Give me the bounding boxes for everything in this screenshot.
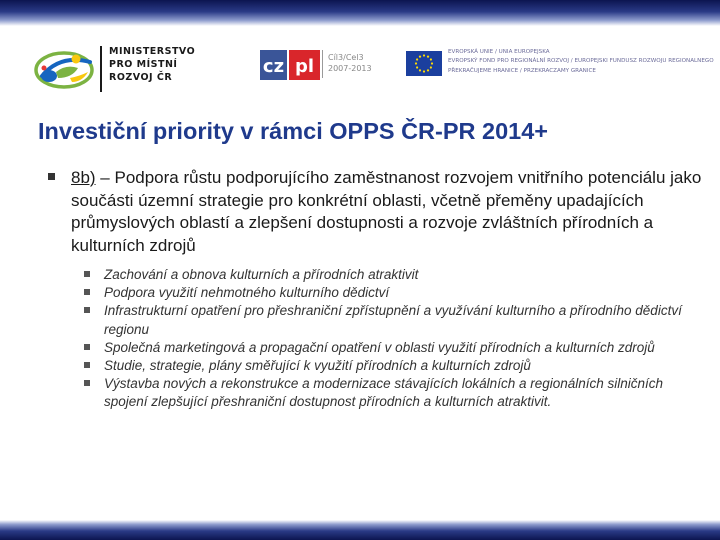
slide-title: Investiční priority v rámci OPPS ČR-PR 2014+: [38, 118, 549, 144]
eu-flag-icon: [406, 51, 442, 76]
svg-text:pl: pl: [294, 56, 315, 77]
square-bullet-icon: [84, 362, 90, 368]
list-item-text: Zachování a obnova kulturních a přírodních atraktivit: [104, 267, 419, 282]
priority-code-link[interactable]: 8b): [71, 168, 96, 187]
sub-bullet-list: [84, 266, 684, 412]
mmr-line-1: MINISTERSTVO: [109, 46, 196, 57]
list-item: [84, 357, 684, 375]
czpl-years-text: [328, 52, 372, 74]
eu-line-3: PŘEKRAČUJEME HRANICE / PRZEKRACZAMY GRANICE: [448, 67, 596, 74]
square-bullet-icon: [84, 289, 90, 295]
main-bullet-description: – Podpora růstu podporujícího zaměstnanost rozvojem vnitřního potenciálu jako součásti územní strategie pro konkrétní oblasti, včetně přeměny upadajících průmyslových oblastí a zlepšení dostupnosti a rozvoje zvláštních přírodních a kulturních zdrojů: [71, 168, 702, 255]
square-bullet-icon: [84, 344, 90, 350]
list-item-text: Podpora využití nehmotného kulturního dědictví: [104, 285, 390, 301]
list-item: [84, 375, 684, 411]
logo-bar: [0, 40, 720, 100]
square-bullet-icon: [84, 380, 90, 386]
list-item: [84, 284, 684, 302]
square-bullet-icon: [84, 271, 90, 277]
mmr-emblem-icon: [32, 46, 98, 90]
czpl-divider: [322, 50, 323, 78]
bottom-gradient-band: [0, 520, 720, 540]
eu-logo-text: [448, 48, 714, 76]
eu-line-1: EVROPSKÁ UNIE / UNIA EUROPEJSKA: [448, 49, 550, 55]
square-bullet-icon: [48, 173, 55, 180]
czpl-years-line-1: Cíl3/Cel3: [328, 53, 364, 62]
list-item-text: Infrastrukturní opatření pro přeshraniční zpřístupnění a využívání kulturního a přírodního dědictví regionu: [104, 303, 682, 337]
list-item: [84, 339, 684, 357]
list-item-text: Studie, strategie, plány směřující k využití přírodních a kulturních zdrojů: [104, 358, 531, 374]
mmr-line-2: PRO MÍSTNÍ: [109, 59, 178, 70]
eu-line-2: EVROPSKÝ FOND PRO REGIONÁLNÍ ROZVOJ / EUROPEJSKI FUNDUSZ ROZWOJU REGIONALNEGO: [448, 58, 714, 65]
mmr-line-3: ROZVOJ ČR: [109, 72, 173, 83]
list-item: [84, 266, 684, 284]
czpl-years-line-2: 2007-2013: [328, 64, 372, 73]
main-bullet: [48, 167, 708, 257]
top-gradient-band: [0, 0, 720, 26]
mmr-logo-text: [109, 45, 195, 84]
czpl-logo-icon: [260, 50, 320, 80]
main-bullet-text: [71, 167, 708, 257]
square-bullet-icon: [84, 307, 90, 313]
list-item-text: Výstavba nových a rekonstrukce a modernizace stávajících lokálních a regionálních silničních spojení zlepšující přeshraniční dostupnost přírodních a kulturních atraktivit.: [104, 376, 664, 410]
list-item-text: Společná marketingová a propagační opatření v oblasti využití přírodních a kulturních zdrojů: [104, 339, 655, 355]
list-item: [84, 302, 684, 338]
svg-text:cz: cz: [262, 56, 285, 77]
mmr-divider: [100, 46, 102, 92]
